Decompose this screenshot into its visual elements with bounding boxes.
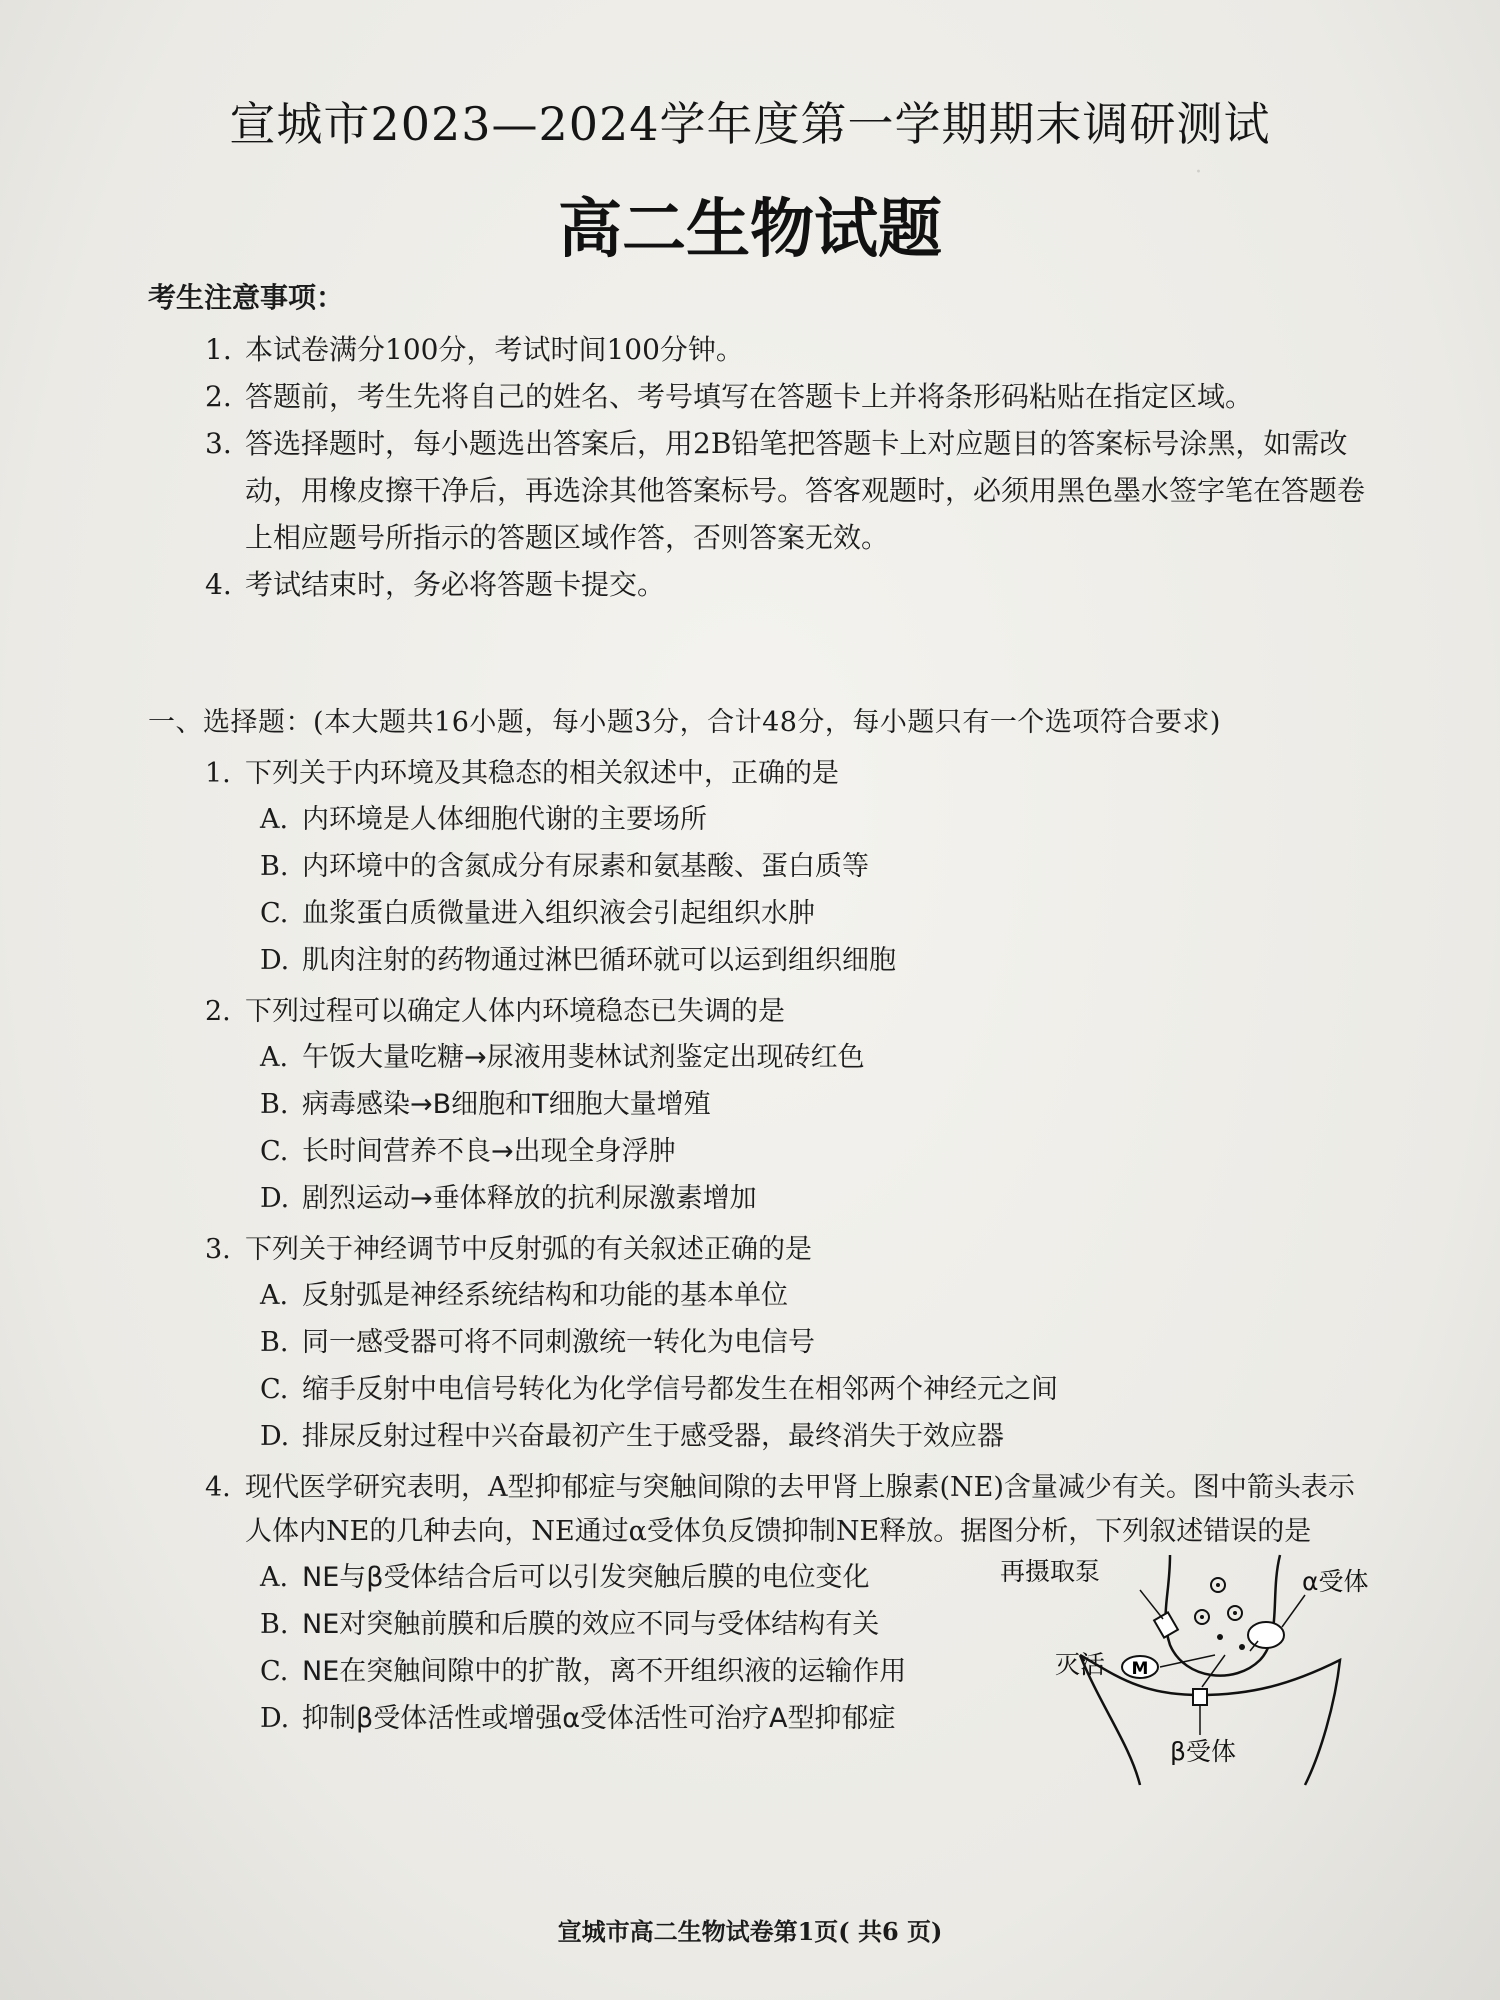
option-label: B. <box>260 1089 289 1120</box>
question-text: 下列过程可以确定人体内环境稳态已失调的是 <box>245 996 785 1027</box>
notice-text: 答选择题时，每小题选出答案后，用2B铅笔把答题卡上对应题目的答案标号涂黑，如需改动，用橡皮擦干净后，再选涂其他答案标号。答客观题时，必须用黑色墨水签字笔在答题卷上相应题号所指示的答题区域作答，否则答案无效。 <box>245 427 1366 554</box>
option-text: 剧烈运动→垂体释放的抗利尿激素增加 <box>302 1183 757 1214</box>
option-a[interactable] <box>205 1034 1375 1081</box>
option-text: 肌肉注射的药物通过淋巴循环就可以运到组织细胞 <box>302 945 896 976</box>
option-a[interactable] <box>205 796 1375 843</box>
option-text: 午饭大量吃糖→尿液用斐林试剂鉴定出现砖红色 <box>302 1042 865 1073</box>
notice-text: 本试卷满分100分，考试时间100分钟。 <box>245 333 744 366</box>
option-a[interactable] <box>205 1554 985 1601</box>
bleed-through-text: · <box>1195 160 1202 185</box>
option-d[interactable] <box>205 1413 1375 1460</box>
option-text: 缩手反射中电信号转化为化学信号都发生在相邻两个神经元之间 <box>302 1374 1058 1405</box>
notice-heading: 考生注意事项： <box>148 281 345 314</box>
option-text: 病毒感染→B细胞和T细胞大量增殖 <box>302 1089 711 1120</box>
option-a[interactable] <box>205 1272 1375 1319</box>
inactivate-label: 灭活 <box>1055 1650 1106 1679</box>
option-text: 内环境中的含氮成分有尿素和氨基酸、蛋白质等 <box>302 851 869 882</box>
option-label: C. <box>260 1374 289 1405</box>
option-b[interactable] <box>205 1081 1375 1128</box>
option-label: C. <box>260 898 289 929</box>
notice-item <box>205 561 1370 608</box>
reuptake-pump-label: 再摄取泵 <box>1000 1557 1101 1586</box>
option-b[interactable] <box>205 1601 985 1648</box>
reuptake-pointer <box>1140 1590 1163 1619</box>
option-label: B. <box>260 1327 289 1358</box>
question-number: 3. <box>205 1234 231 1265</box>
question-number: 1. <box>205 758 231 789</box>
reuptake-pump-shape <box>1154 1612 1178 1637</box>
notice-item <box>205 420 1370 561</box>
page-footer: 宣城市高二生物试卷第1页( 共6 页) <box>557 1917 943 1946</box>
option-d[interactable] <box>205 937 1375 984</box>
option-label: B. <box>260 851 289 882</box>
option-text: 抑制β受体活性或增强α受体活性可治疗A型抑郁症 <box>302 1703 896 1734</box>
option-c[interactable] <box>205 1366 1375 1413</box>
notice-number: 3. <box>205 427 232 460</box>
vesicle-ne <box>1200 1615 1204 1619</box>
option-text: NE在突触间隙中的扩散，离不开组织液的运输作用 <box>302 1656 907 1687</box>
exam-title: 宣城市2023—2024学年度第一学期期末调研测试 <box>229 97 1271 151</box>
notice-number: 4. <box>205 568 232 601</box>
ne-molecule <box>1239 1644 1245 1650</box>
question-2 <box>205 990 1375 1222</box>
question-number: 2. <box>205 996 231 1027</box>
question-number: 4. <box>205 1472 231 1503</box>
question-stem <box>205 1466 1375 1554</box>
synapse-figure <box>1000 1555 1380 1785</box>
option-label: C. <box>260 1136 289 1167</box>
alpha-pointer <box>1282 1595 1305 1627</box>
ne-molecule <box>1217 1634 1223 1640</box>
alpha-receptor-shape <box>1248 1622 1284 1648</box>
option-c[interactable] <box>205 890 1375 937</box>
exam-subtitle: 高二生物试题 <box>558 192 942 267</box>
option-text: NE与β受体结合后可以引发突触后膜的电位变化 <box>302 1562 870 1593</box>
m-label: M <box>1131 1659 1149 1679</box>
option-text: 反射弧是神经系统结构和功能的基本单位 <box>302 1280 788 1311</box>
option-d[interactable] <box>205 1695 985 1742</box>
beta-receptor-shape <box>1193 1689 1207 1705</box>
option-label: A. <box>260 1562 289 1593</box>
option-label: D. <box>260 1421 290 1452</box>
notice-number: 1. <box>205 333 232 366</box>
option-label: C. <box>260 1656 289 1687</box>
option-d[interactable] <box>205 1175 1375 1222</box>
synapse-diagram <box>1000 1555 1380 1785</box>
option-label: B. <box>260 1609 289 1640</box>
notice-number: 2. <box>205 380 232 413</box>
option-text: NE对突触前膜和后膜的效应不同与受体结构有关 <box>302 1609 880 1640</box>
question-text: 下列关于内环境及其稳态的相关叙述中，正确的是 <box>245 758 839 789</box>
option-text: 内环境是人体细胞代谢的主要场所 <box>302 804 707 835</box>
question-3 <box>205 1228 1375 1460</box>
vesicle-ne <box>1216 1583 1220 1587</box>
notice-text: 答题前，考生先将自己的姓名、考号填写在答题卡上并将条形码粘贴在指定区域。 <box>245 380 1254 413</box>
option-label: D. <box>260 945 290 976</box>
question-stem <box>205 1228 1375 1272</box>
beta-receptor-label: β受体 <box>1170 1737 1236 1766</box>
option-text: 长时间营养不良→出现全身浮肿 <box>302 1136 676 1167</box>
question-text: 下列关于神经调节中反射弧的有关叙述正确的是 <box>245 1234 812 1265</box>
option-b[interactable] <box>205 1319 1375 1366</box>
question-4-options <box>205 1554 985 1742</box>
option-c[interactable] <box>205 1648 985 1695</box>
notice-item <box>205 373 1370 420</box>
option-label: D. <box>260 1183 290 1214</box>
question-stem <box>205 752 1375 796</box>
option-b[interactable] <box>205 843 1375 890</box>
notice-list <box>205 326 1370 608</box>
alpha-receptor-label: α受体 <box>1302 1567 1369 1596</box>
option-label: A. <box>260 804 289 835</box>
option-text: 同一感受器可将不同刺激统一转化为电信号 <box>302 1327 815 1358</box>
option-label: D. <box>260 1703 290 1734</box>
question-text: 现代医学研究表明，A型抑郁症与突触间隙的去甲肾上腺素(NE)含量减少有关。图中箭头表示人体内NE的几种去向，NE通过α受体负反馈抑制NE释放。据图分析，下列叙述错误的是 <box>245 1472 1355 1547</box>
question-1 <box>205 752 1375 984</box>
ne-arrow <box>1202 1655 1225 1687</box>
option-text: 排尿反射过程中兴奋最初产生于感受器，最终消失于效应器 <box>302 1421 1004 1452</box>
notice-text: 考试结束时，务必将答题卡提交。 <box>245 568 666 601</box>
vesicle-ne <box>1233 1611 1237 1615</box>
option-label: A. <box>260 1280 289 1311</box>
question-stem <box>205 990 1375 1034</box>
section-heading: 一、选择题：(本大题共16小题，每小题3分，合计48分，每小题只有一个选项符合要求) <box>148 707 1221 738</box>
option-label: A. <box>260 1042 289 1073</box>
option-c[interactable] <box>205 1128 1375 1175</box>
option-text: 血浆蛋白质微量进入组织液会引起组织水肿 <box>302 898 815 929</box>
notice-item <box>205 326 1370 373</box>
